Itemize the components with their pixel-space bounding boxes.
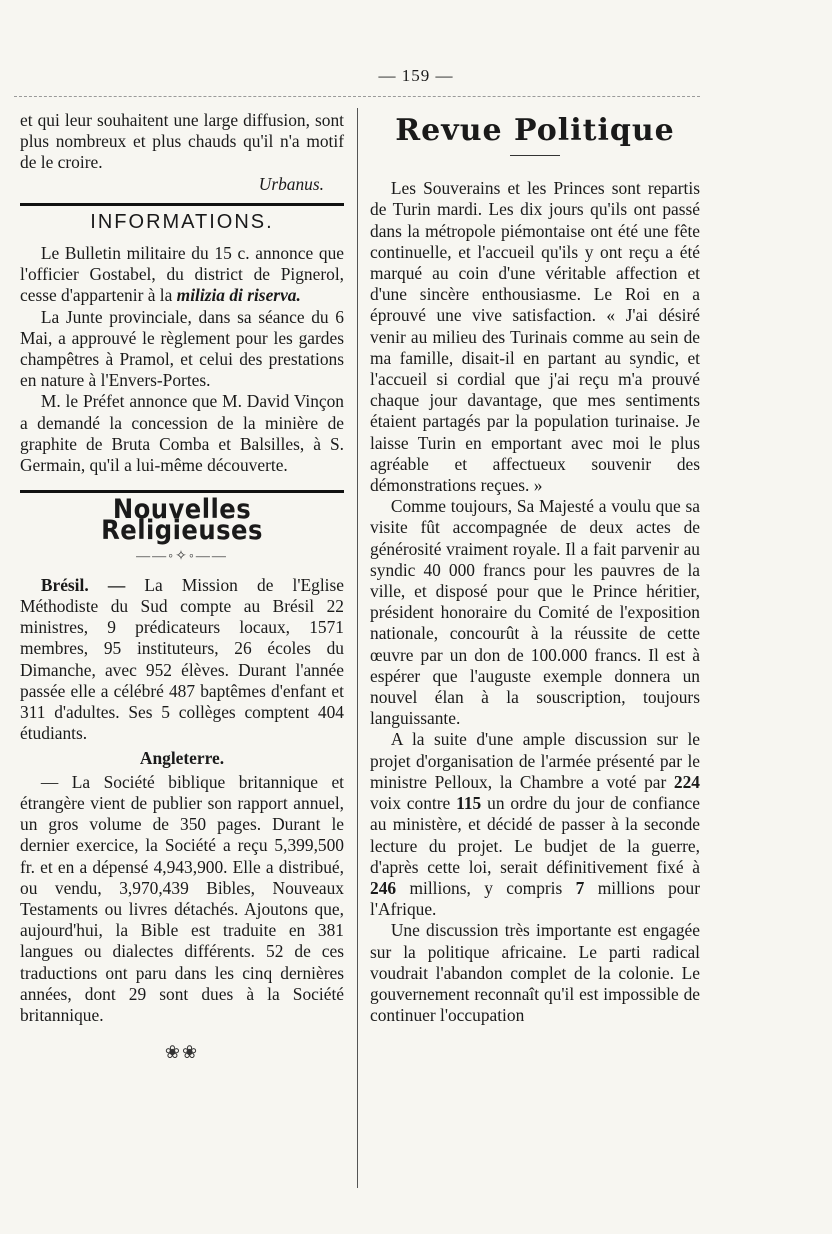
vote-count: 224: [673, 771, 700, 792]
informations-paragraph: [20, 243, 344, 307]
politique-paragraph: Les Souverains et les Princes sont repartis de Turin mardi. Les dix jours qu'ils ont passé dans la métropole piémontaise ont été une fête continuelle, et l'accueil qu'ils y ont reçu a été marqué au coin d'une véritable affection et d'une sincère enthousiasme. Le Roi en a éprouvé une vive satisfaction. « J'ai désiré venir au milieu des Turinais comme au sein de ma famille, disait-il en partant au syndic, et l'accueil si cordial que j'ai reçu m'a prouvé chaque jour davantage, que mes sentiments étaient partagés par la population turinaise. Je laisse Turin en emportant avec moi le plus agréable et affectueux souvenir des démonstrations reçues. »: [370, 178, 700, 496]
politique-paragraph: [370, 729, 700, 920]
informations-paragraph: M. le Préfet annonce que M. David Vinçon a demandé la concession de la minière de graphite de Bruta Comba et Balsilles, à S. Germain, qu'il a lui-même découverte.: [20, 391, 344, 476]
budget-figure: 246: [370, 877, 397, 898]
left-column: [20, 110, 344, 1063]
politique-paragraph: Une discussion très importante est engagée sur la politique africaine. Le parti radical voudrait l'abandon complet de la colonie. Le gouvernement reconnaît qu'il est impossible de continuer l'occupation: [370, 920, 700, 1026]
signature: Urbanus.: [258, 173, 324, 194]
section-rule: [20, 490, 344, 493]
budget-figure: 7: [575, 877, 585, 898]
page-number: — 159 —: [378, 66, 454, 85]
angleterre-paragraph: — La Société biblique britannique et étrangère vient de publier son rapport annuel, un gros volume de 350 pages. Durant le dernier exercice, la Société a reçu 5,399,500 fr. et en a dépensé 4,943,900. Elle a distribué, ou vendu, 3,970,439 Bibles, Nouveaux Testaments ou livres détachés. Ajoutons que, aujourd'hui, la Bible est traduite en 381 langues ou dialectes différents. 52 de ces traductions ont paru dans les cinq dernières années, dont 29 sont dues à la Société britannique.: [20, 771, 344, 1025]
vote-count: 115: [456, 793, 482, 814]
informations-text: Le Bulletin militaire du 15 c. annonce que l'officier Gostabel, du district de Pignerol, cesse d'appartenir à la: [20, 243, 344, 306]
bresil-lead: Brésil. —: [40, 574, 126, 595]
informations-paragraph: La Junte provinciale, dans sa séance du 6 Mai, a approuvé le règlement pour les gardes champêtres à Pramol, et celui des prestations en nature à l'Envers-Portes.: [20, 306, 344, 391]
text-run: millions pour l'Afrique.: [370, 877, 700, 920]
heading-rule: [510, 155, 560, 156]
ornament-divider: ——◦✧◦——: [136, 548, 228, 564]
revue-politique-heading: Revue Politique: [395, 113, 675, 148]
informations-heading: INFORMATIONS.: [90, 210, 274, 233]
text-run: millions, y compris: [396, 877, 576, 898]
text-run: A la suite d'une ample discussion sur le projet d'organisation de l'armée présenté par le ministre Pelloux, la Chambre a voté par: [370, 729, 700, 792]
right-column: [370, 110, 700, 1026]
bresil-paragraph: [20, 575, 344, 745]
text-run: voix contre: [370, 793, 457, 814]
end-ornament: ❀❀: [164, 1042, 200, 1063]
section-rule: [20, 203, 344, 206]
continuation-paragraph: et qui leur souhaitent une large diffusion, sont plus nombreux et plus chauds qu'il n'a motif de le croire.: [20, 110, 344, 173]
column-divider: [357, 108, 358, 1188]
bresil-text: La Mission de l'Eglise Méthodiste du Sud compte au Brésil 22 ministres, 9 prédicateurs locaux, 1571 membres, 95 instituteurs, 26 écoles du Dimanche, avec 952 élèves. Durant l'année passée elle a célébré 487 baptêmes d'enfant et 311 d'adultes. Ses 5 collèges comptent 404 étudiants.: [20, 574, 344, 744]
politique-paragraph: Comme toujours, Sa Majesté a voulu que sa visite fût accompagnée de deux actes de générosité vraiment royale. Il a fait parvenir au syndic 40 000 francs pour les pauvres de la ville, et disposé pour que le Prince héritier, président honoraire du Comité de l'exposition nationale, concourût à la réussite de cette œuvre par un don de 100.000 francs. Il est à espérer que l'auguste exemple donnera un nouvel élan à la souscription, toujours languissante.: [370, 496, 700, 729]
text-run: un ordre du jour de confiance au ministère, et décidé de passer à la seconde lecture du projet. Le budjet de la guerre, d'après cette loi, serait définitivement fixé à: [370, 793, 700, 877]
angleterre-heading: Angleterre.: [139, 748, 225, 769]
italic-term: milizia di riserva.: [176, 285, 301, 306]
nouvelles-religieuses-heading: Nouvelles Religieuses: [101, 494, 263, 547]
header-rule: [14, 96, 700, 97]
